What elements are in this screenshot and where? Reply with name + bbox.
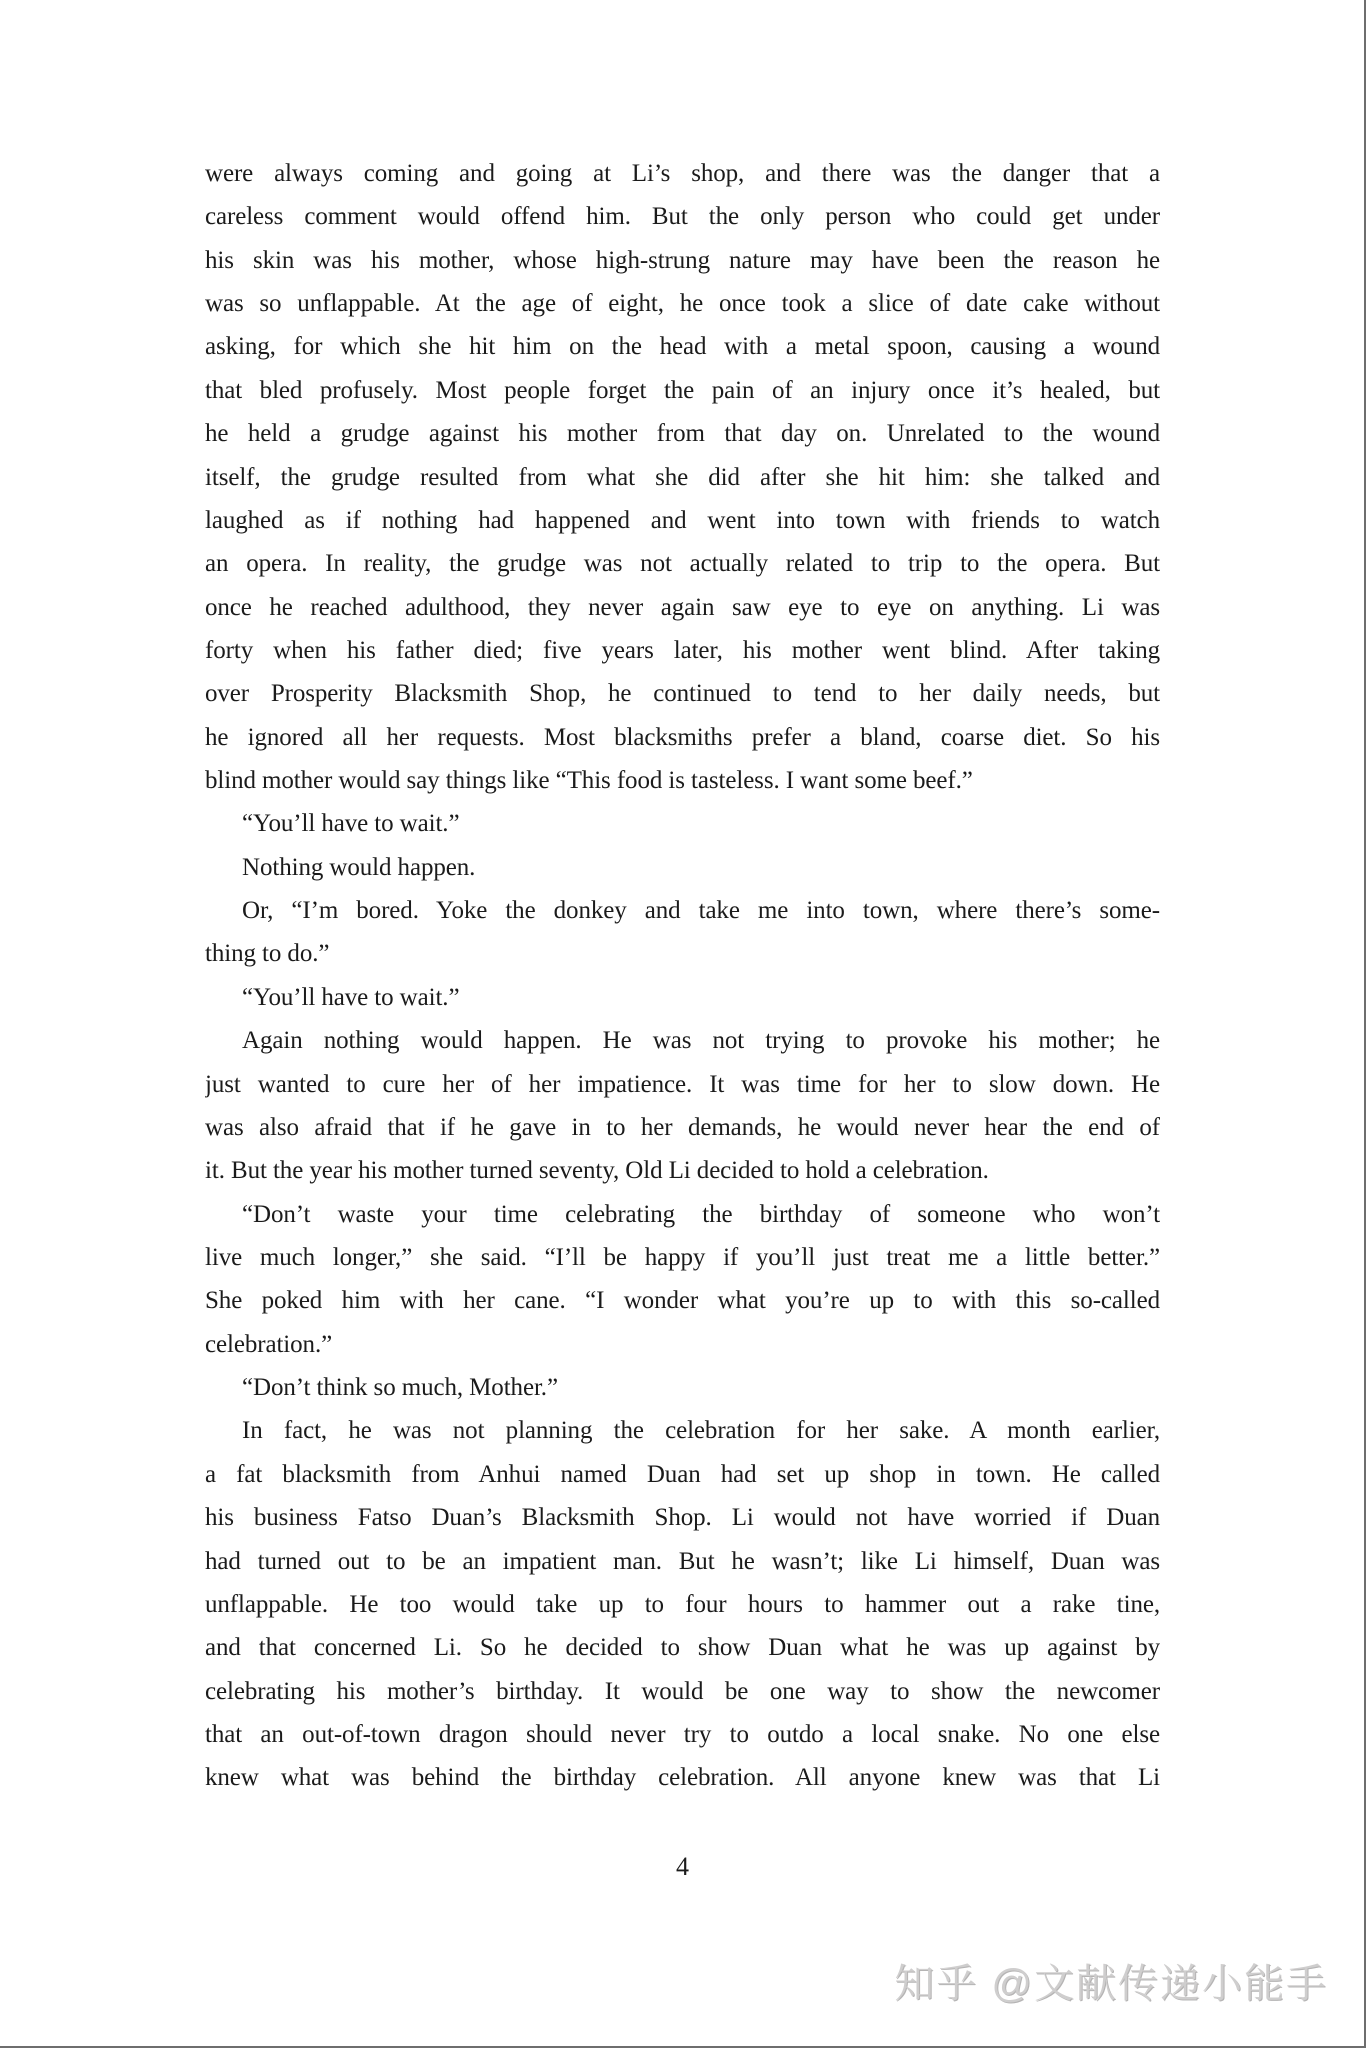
text-line: once he reached adulthood, they never again saw eye to eye on anything. Li was bbox=[205, 593, 1160, 621]
text-line: was so unflappable. At the age of eight, he once took a slice of date cake without bbox=[205, 290, 1160, 318]
body-text bbox=[205, 152, 1160, 1800]
text-line: “You’ll have to wait.” bbox=[242, 983, 460, 1011]
text-line: thing to do.” bbox=[205, 940, 330, 968]
text-line: he held a grudge against his mother from that day on. Unrelated to the wound bbox=[205, 420, 1160, 448]
text-line: was also afraid that if he gave in to her demands, he would never hear the end of bbox=[205, 1113, 1160, 1141]
text-line: and that concerned Li. So he decided to show Duan what he was up against by bbox=[205, 1634, 1160, 1662]
text-line: were always coming and going at Li’s shop, and there was the danger that a bbox=[205, 160, 1160, 187]
text-line: a fat blacksmith from Anhui named Duan had set up shop in town. He called bbox=[205, 1460, 1160, 1488]
text-line: Nothing would happen. bbox=[242, 853, 476, 881]
text-line: just wanted to cure her of her impatience. It was time for her to slow down. He bbox=[205, 1070, 1160, 1098]
text-line: Or, “I’m bored. Yoke the donkey and take me into town, where there’s some- bbox=[242, 897, 1160, 925]
watermark: 知乎 @文献传递小能手 bbox=[894, 1962, 1328, 2006]
text-line: forty when his father died; five years later, his mother went blind. After taking bbox=[205, 636, 1160, 664]
text-line: celebration.” bbox=[205, 1330, 333, 1358]
text-line: it. But the year his mother turned seventy, Old Li decided to hold a celebration. bbox=[205, 1157, 989, 1185]
text-line: he ignored all her requests. Most blacksmiths prefer a bland, coarse diet. So his bbox=[205, 723, 1160, 751]
text-line: “Don’t waste your time celebrating the birthday of someone who won’t bbox=[242, 1200, 1160, 1228]
text-line: an opera. In reality, the grudge was not actually related to trip to the opera. But bbox=[205, 550, 1160, 578]
text-line: his business Fatso Duan’s Blacksmith Shop. Li would not have worried if Duan bbox=[205, 1504, 1160, 1532]
text-line: She poked him with her cane. “I wonder what you’re up to with this so-called bbox=[205, 1287, 1160, 1315]
text-line: itself, the grudge resulted from what she did after she hit him: she talked and bbox=[205, 463, 1160, 491]
text-line: laughed as if nothing had happened and went into town with friends to watch bbox=[205, 506, 1160, 534]
text-line: knew what was behind the birthday celebration. All anyone knew was that Li bbox=[205, 1764, 1160, 1792]
text-line: “You’ll have to wait.” bbox=[242, 810, 460, 838]
text-line: had turned out to be an impatient man. But he wasn’t; like Li himself, Duan was bbox=[205, 1547, 1160, 1575]
text-line: live much longer,” she said. “I’ll be happy if you’ll just treat me a little better.” bbox=[205, 1243, 1160, 1271]
text-line: careless comment would offend him. But the only person who could get under bbox=[205, 203, 1160, 231]
text-line: blind mother would say things like “This food is tasteless. I want some beef.” bbox=[205, 767, 973, 795]
text-line: that an out-of-town dragon should never try to outdo a local snake. No one else bbox=[205, 1720, 1160, 1748]
text-line: unflappable. He too would take up to four hours to hammer out a rake tine, bbox=[205, 1590, 1160, 1618]
text-line: that bled profusely. Most people forget the pain of an injury once it’s healed, but bbox=[205, 376, 1160, 404]
text-line: his skin was his mother, whose high-strung nature may have been the reason he bbox=[205, 246, 1160, 274]
page-number: 4 bbox=[676, 1852, 689, 1881]
text-line: Again nothing would happen. He was not trying to provoke his mother; he bbox=[242, 1027, 1160, 1055]
text-line: In fact, he was not planning the celebration for her sake. A month earlier, bbox=[242, 1417, 1160, 1445]
text-line: over Prosperity Blacksmith Shop, he continued to tend to her daily needs, but bbox=[205, 680, 1160, 708]
text-line: celebrating his mother’s birthday. It would be one way to show the newcomer bbox=[205, 1677, 1160, 1705]
text-line: asking, for which she hit him on the head with a metal spoon, causing a wound bbox=[205, 333, 1160, 361]
text-line: “Don’t think so much, Mother.” bbox=[242, 1374, 558, 1402]
